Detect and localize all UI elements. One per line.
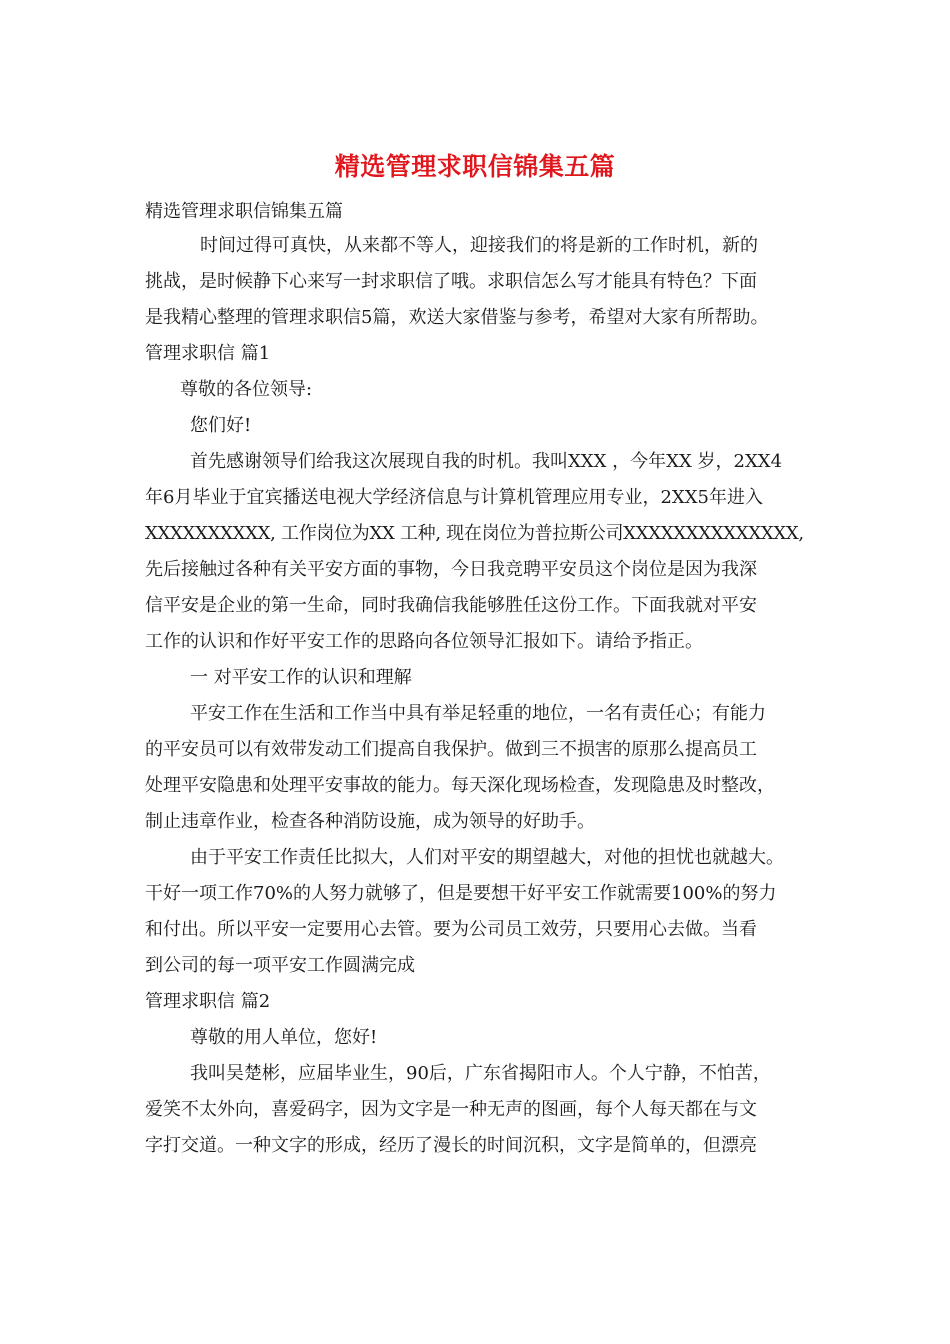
paragraph-line: 挑战，是时候静下心来写一封求职信了哦。求职信怎么写才能具有特色？下面 bbox=[145, 271, 757, 292]
paragraph-line: 干好一项工作70%的人努力就够了，但是要想干好平安工作就需要100%的努力 bbox=[145, 883, 777, 904]
paragraph-line: 先后接触过各种有关平安方面的事物，今日我竞聘平安员这个岗位是因为我深 bbox=[145, 559, 757, 580]
paragraph-line: 是我精心整理的管理求职信5篇，欢送大家借鉴与参考，希望对大家有所帮助。 bbox=[145, 307, 769, 328]
paragraph-line: 到公司的每一项平安工作圆满完成 bbox=[145, 955, 415, 976]
paragraph-line: 信平安是企业的第一生命，同时我确信我能够胜任这份工作。下面我就对平安 bbox=[145, 595, 757, 616]
paragraph-line: 和付出。所以平安一定要用心去管。要为公司员工效劳，只要用心去做。当看 bbox=[145, 919, 757, 940]
paragraph-line: 制止违章作业，检查各种消防设施，成为领导的好助手。 bbox=[145, 811, 595, 832]
section-heading: 管理求职信 篇1 bbox=[145, 343, 271, 364]
subsection-heading: 一 对平安工作的认识和理解 bbox=[190, 667, 412, 688]
salutation-line: 尊敬的各位领导: bbox=[180, 379, 313, 400]
paragraph-line: 由于平安工作责任比拟大，人们对平安的期望越大，对他的担忧也就越大。 bbox=[190, 847, 784, 868]
salutation-line: 尊敬的用人单位，您好! bbox=[190, 1027, 378, 1048]
paragraph-line: 处理平安隐患和处理平安事故的能力。每天深化现场检查，发现隐患及时整改， bbox=[145, 775, 775, 796]
paragraph-line: 我叫吴楚彬，应届毕业生，90后，广东省揭阳市人。个人宁静，不怕苦， bbox=[190, 1063, 771, 1084]
paragraph-line: XXXXXXXXXX, 工作岗位为XX 工种, 现在岗位为普拉斯公司XXXXXXXXXXXXXX, bbox=[145, 523, 804, 544]
document-title: 精选管理求职信锦集五篇 bbox=[334, 152, 616, 181]
paragraph-line: 首先感谢领导们给我这次展现自我的时机。我叫XXX ，今年XX 岁，2XX4 bbox=[190, 451, 783, 472]
paragraph-line: 年6月毕业于宜宾播送电视大学经济信息与计算机管理应用专业，2XX5年进入 bbox=[145, 487, 763, 508]
section-heading: 管理求职信 篇2 bbox=[145, 991, 271, 1012]
paragraph-line: 时间过得可真快，从来都不等人，迎接我们的将是新的工作时机，新的 bbox=[200, 235, 758, 256]
subtitle-line: 精选管理求职信锦集五篇 bbox=[145, 201, 343, 222]
greeting-line: 您们好! bbox=[190, 415, 252, 436]
paragraph-line: 字打交道。一种文字的形成，经历了漫长的时间沉积，文字是简单的，但漂亮 bbox=[145, 1135, 757, 1156]
paragraph-line: 工作的认识和作好平安工作的思路向各位领导汇报如下。请给予指正。 bbox=[145, 631, 703, 652]
paragraph-line: 的平安员可以有效带发动工们提高自我保护。做到三不损害的原那么提高员工 bbox=[145, 739, 757, 760]
paragraph-line: 平安工作在生活和工作当中具有举足轻重的地位，一名有责任心；有能力 bbox=[190, 703, 766, 724]
paragraph-line: 爱笑不太外向，喜爱码字，因为文字是一种无声的图画，每个人每天都在与文 bbox=[145, 1099, 757, 1120]
